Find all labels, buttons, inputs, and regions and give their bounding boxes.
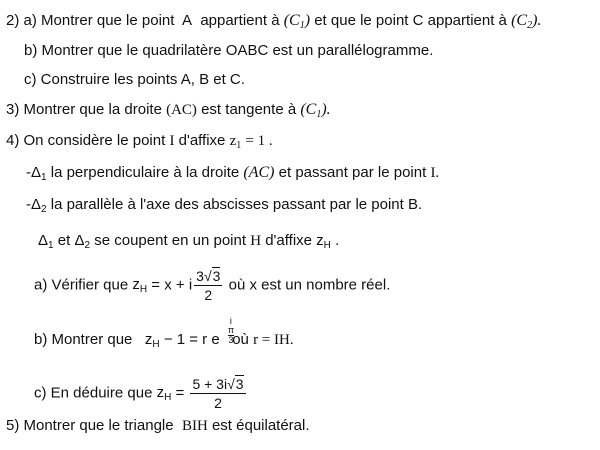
affix-zh: $z_H$ bbox=[156, 384, 172, 404]
text: 5) Montrer que le triangle bbox=[6, 417, 174, 434]
point-label: C bbox=[412, 12, 424, 29]
equation: = 1 . bbox=[245, 133, 273, 149]
delta-1-definition bbox=[26, 164, 439, 187]
affix-z1: $z_1$ bbox=[229, 133, 242, 151]
text: d'affixe bbox=[265, 232, 312, 249]
text: c) Construire les points A, B et C. bbox=[24, 71, 245, 88]
point-label: A bbox=[181, 12, 192, 29]
text: où bbox=[232, 331, 249, 348]
exponential-expression: − 1 = r e i π 3 bbox=[163, 316, 235, 348]
text: appartient à bbox=[427, 12, 507, 29]
fraction: $\frac{5 + 3i√3}{2}$ bbox=[192, 376, 244, 411]
delta-1: $-\Delta_1$ bbox=[26, 164, 47, 183]
affix-zh: $z_H$ bbox=[144, 331, 160, 350]
point-label: I bbox=[169, 133, 175, 149]
text: appartient à bbox=[200, 12, 280, 29]
delta-2: $-\Delta_2$ bbox=[26, 196, 47, 215]
question-4b bbox=[34, 316, 294, 354]
question-2b bbox=[24, 42, 433, 60]
point-label: H bbox=[250, 233, 262, 249]
item-number: 2) bbox=[6, 12, 20, 29]
curve-c1: $(C_1)$. bbox=[300, 101, 331, 120]
question-4a bbox=[34, 268, 390, 303]
text: d'affixe bbox=[178, 132, 226, 149]
question-4c bbox=[34, 376, 248, 411]
delta-2: $\Delta_2$ bbox=[74, 232, 91, 251]
affix-zh: $z_H$ bbox=[316, 232, 331, 251]
text: est équilatéral. bbox=[211, 417, 310, 434]
text: b) Montrer que bbox=[34, 331, 133, 348]
text: a) Montrer que le point bbox=[23, 12, 175, 29]
line-ac: (AC) bbox=[243, 164, 275, 181]
text: et bbox=[57, 232, 71, 249]
affix-zh: $z_H$ bbox=[132, 276, 148, 296]
equation: r = IH. bbox=[253, 332, 294, 348]
question-2c bbox=[24, 71, 245, 89]
triangle-label: BIH bbox=[181, 418, 208, 434]
fraction: $\frac{3√3}{2}$ bbox=[196, 268, 221, 303]
delta-1: $\Delta_1$ bbox=[38, 232, 54, 251]
text: 3) Montrer que la droite bbox=[6, 101, 162, 118]
text: la parallèle à l'axe des abscisses passant par le point B. bbox=[50, 196, 423, 213]
text: est tangente à bbox=[201, 101, 297, 118]
equation: = x + i bbox=[151, 276, 193, 294]
text: a) Vérifier que bbox=[34, 276, 129, 294]
equation: = bbox=[175, 384, 185, 402]
text: b) Montrer que le quadrilatère OABC est un parallélogramme. bbox=[24, 42, 434, 59]
text: et que le point bbox=[314, 12, 409, 29]
text: c) En déduire que bbox=[34, 384, 153, 402]
question-2a bbox=[6, 12, 541, 35]
curve-c2: $(C_2)$. bbox=[511, 12, 542, 31]
text: la perpendiculaire à la droite bbox=[50, 164, 240, 181]
curve-c1: $(C_1)$ bbox=[283, 12, 311, 31]
question-4 bbox=[6, 132, 273, 155]
text: où x est un nombre réel. bbox=[228, 276, 391, 294]
line-ac: (AC) bbox=[166, 102, 197, 118]
question-5 bbox=[6, 417, 310, 435]
text: 4) On considère le point bbox=[6, 132, 166, 149]
delta-2-definition bbox=[26, 196, 422, 219]
intersection-statement: $\Delta_1$ et $\Delta_2$ se coupent en un point H d'affixe $z_H$ . bbox=[38, 232, 340, 251]
text: et passant par le point bbox=[278, 164, 427, 181]
text: se coupent en un point bbox=[94, 232, 247, 249]
point-label: I. bbox=[430, 165, 440, 181]
question-3 bbox=[6, 101, 331, 124]
